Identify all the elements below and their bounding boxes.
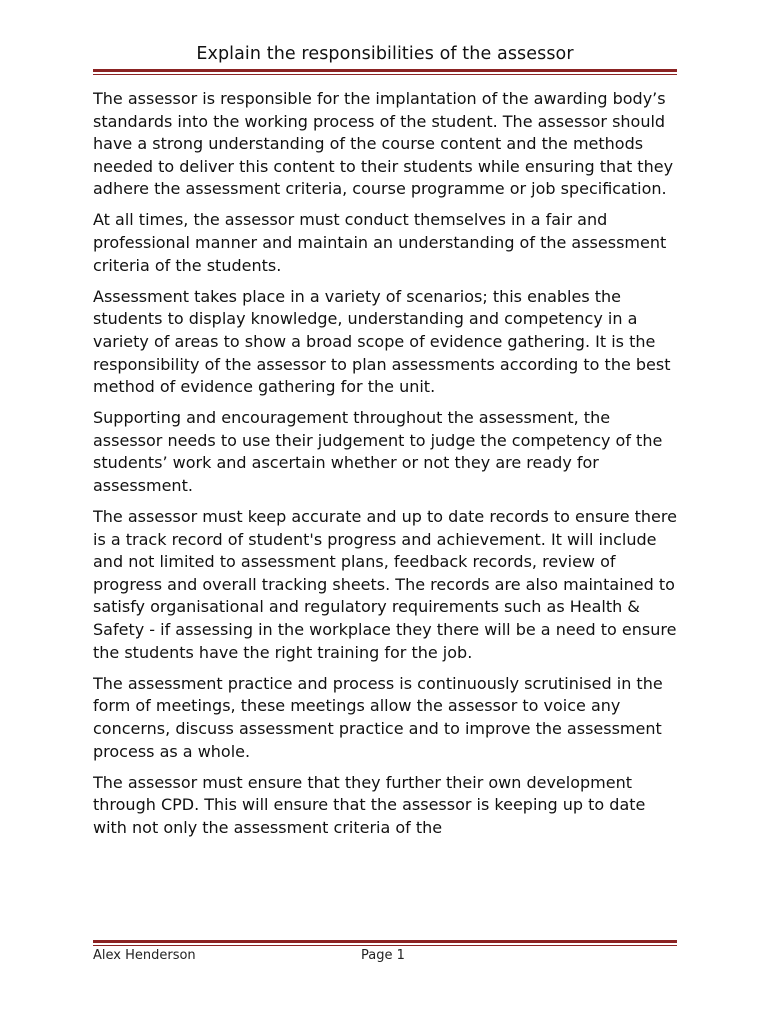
paragraph-4: Supporting and encouragement throughout the assessment, the assessor needs to use their judgement to judge the competency of the students’ work and ascertain whether or not they are ready for assessment. [93,408,663,495]
paragraph-5: The assessor must keep accurate and up to date records to ensure there is a track record of student's progress and achievement. It will include and not limited to assessment plans, feedback records, review of progress and overall tracking sheets. The records are also maintained to satisfy organisational and regulatory requirements such as Health & Safety - if assessing in the workplace they there will be a need to ensure the students have the right training for the job. [93,507,677,662]
paragraph-3: Assessment takes place in a variety of scenarios; this enables the students to display knowledge, understanding and competency in a variety of areas to show a broad scope of evidence gathering. It is the responsibility of the assessor to plan assessments according to the best method of evidence gathering for the unit. [93,286,671,397]
document-title: Explain the responsibilities of the assessor [196,44,574,64]
paragraph-1: The assessor is responsible for the implantation of the awarding body’s standards into the working process of the student. The assessor should have a strong understanding of the course content and the methods needed to deliver this content to their students while ensuring that they adhere the assessment criteria, course programme or job specification. [93,89,674,199]
footer-rule [93,940,677,946]
paragraph-7: The assessor must ensure that they further their own development through CPD. This will ensure that the assessor is keeping up to date with not only the assessment criteria of the [93,772,646,837]
paragraph-2: At all times, the assessor must conduct themselves in a fair and professional manner and maintain an understanding of the assessment criteria of the students. [93,210,667,275]
document-body [93,88,683,934]
footer-page-number: Page 1 [361,948,405,963]
paragraph-6: The assessment practice and process is continuously scrutinised in the form of meetings, these meetings allow the assessor to voice any concerns, discuss assessment practice and to improve the assessment process as a whole. [93,673,663,761]
footer-author: Alex Henderson [93,948,196,963]
header-rule [93,69,677,75]
